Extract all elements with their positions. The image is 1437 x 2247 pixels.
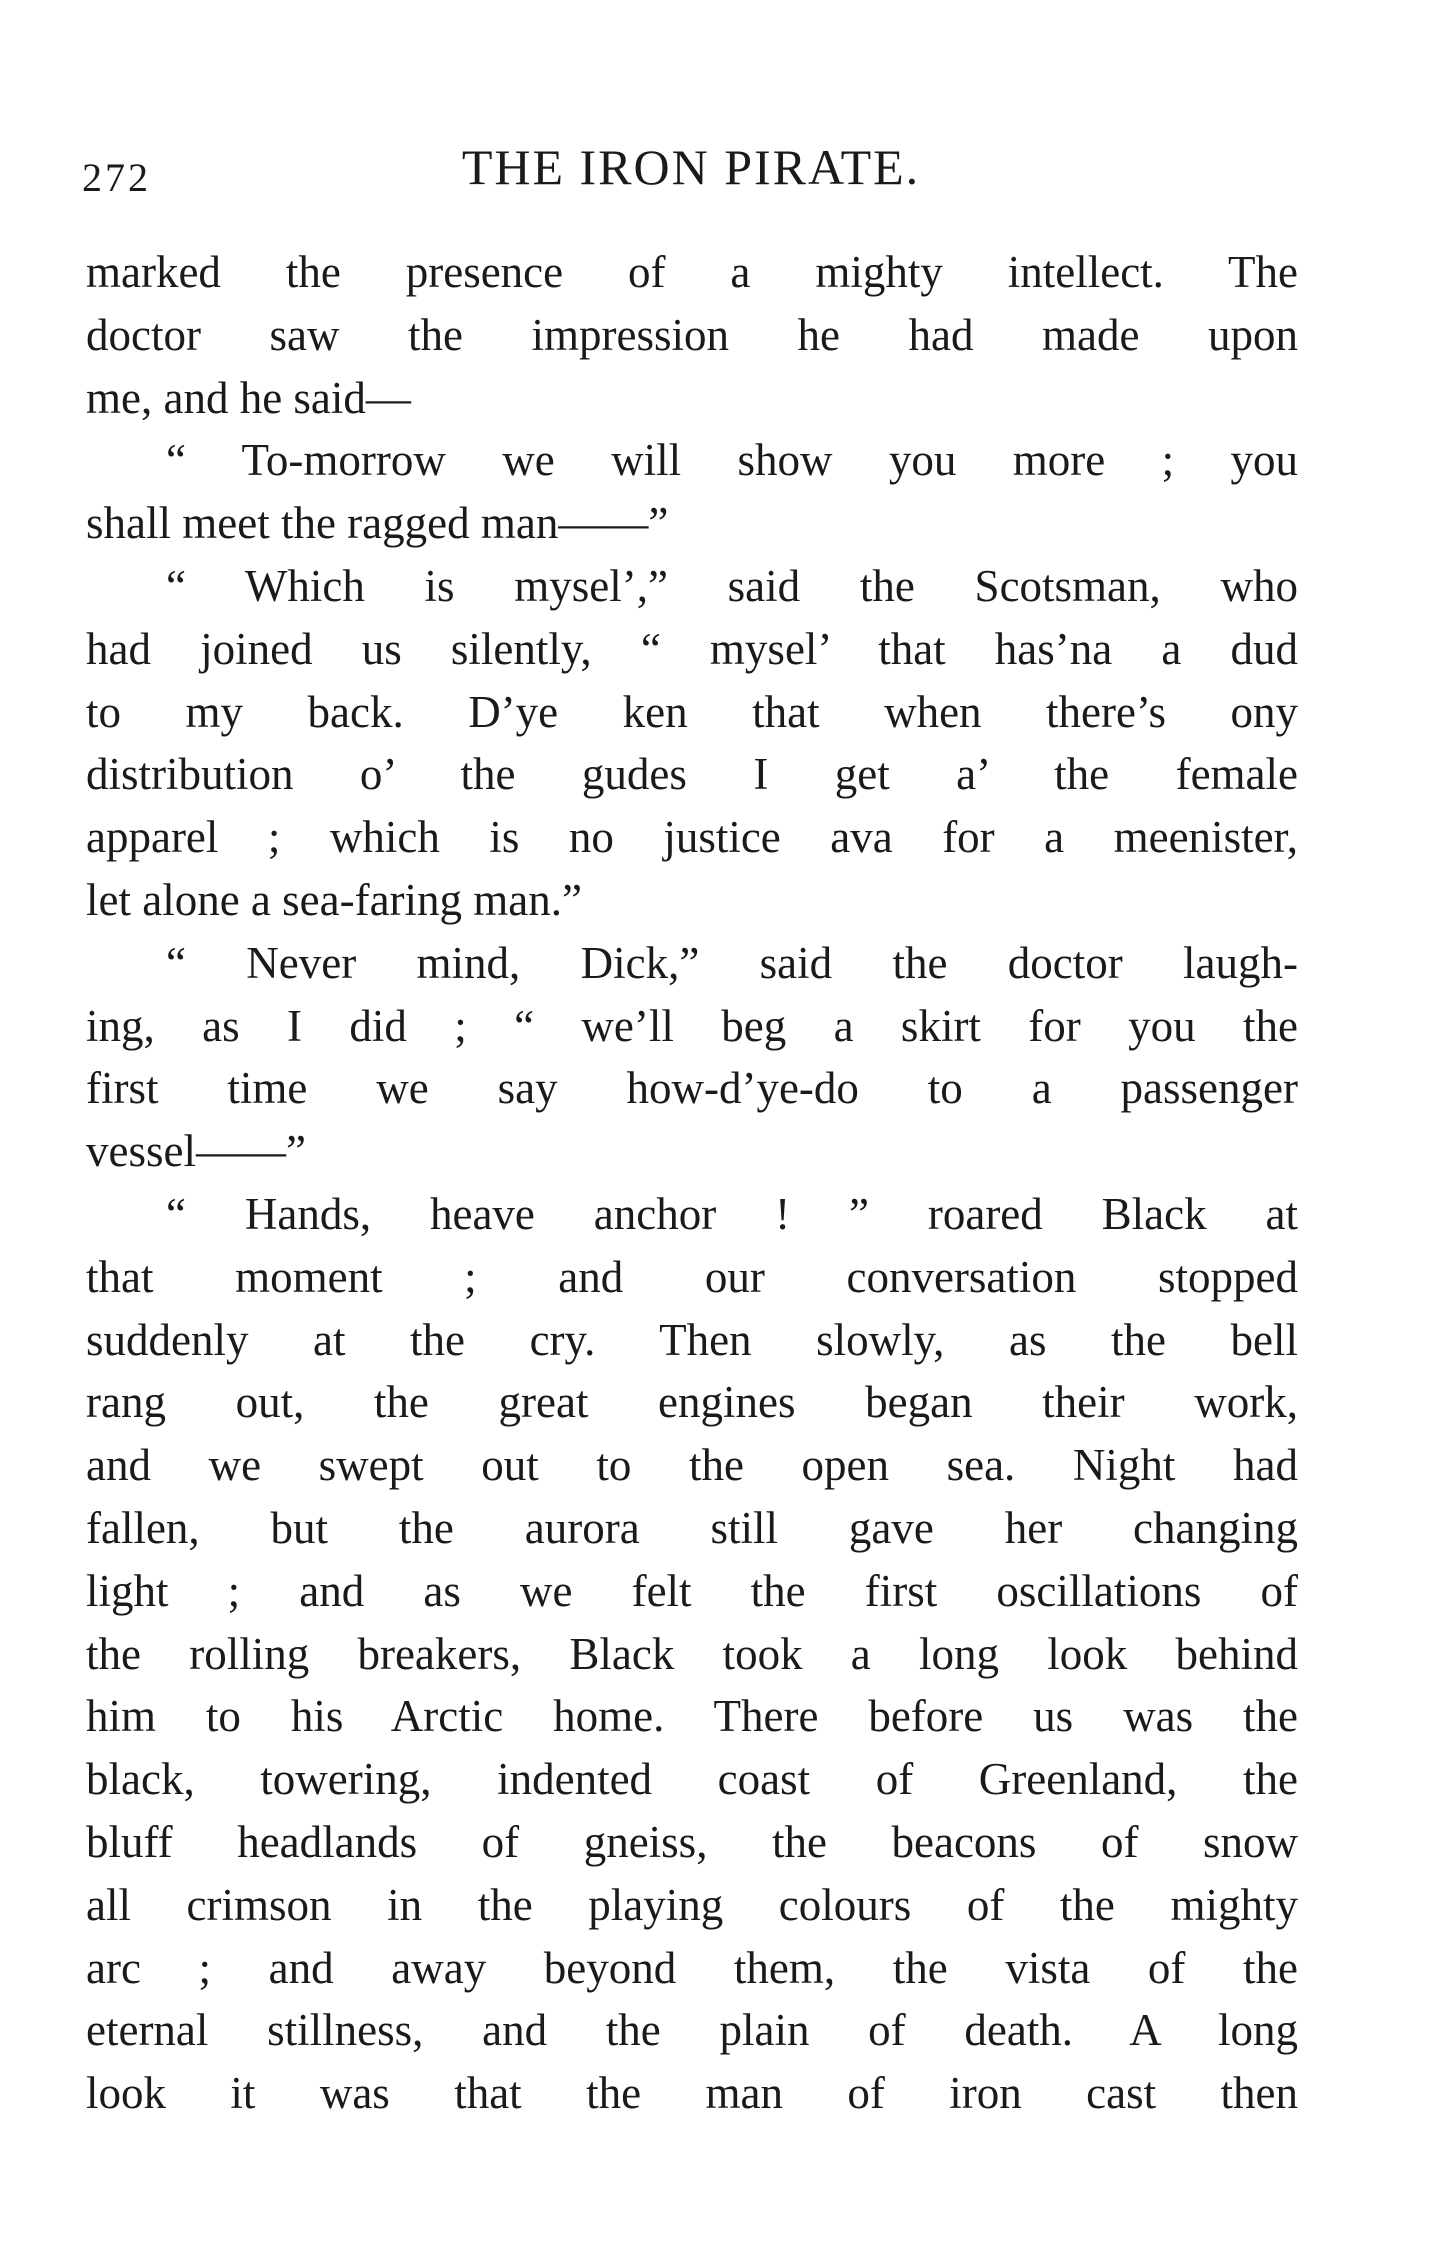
text-line: him to his Arctic home. There before us was the (86, 1691, 1298, 1742)
page-header (82, 138, 1300, 208)
text-line: arc ; and away beyond them, the vista of the (86, 1942, 1298, 1993)
text-line: “ Hands, heave anchor ! ” roared Black at (166, 1188, 1298, 1239)
text-line: ing, as I did ; “ we’ll beg a skirt for you the (86, 1000, 1298, 1051)
text-line: apparel ; which is no justice ava for a meenister, (86, 812, 1298, 863)
text-line: had joined us silently, “ mysel’ that has’na a dud (86, 623, 1298, 674)
text-line: let alone a sea-faring man.” (86, 874, 582, 925)
text-line: first time we say how-d’ye-do to a passenger (86, 1063, 1298, 1114)
text-line: suddenly at the cry. Then slowly, as the bell (86, 1314, 1298, 1365)
page-number: 272 (82, 155, 151, 200)
text-line: and we swept out to the open sea. Night had (86, 1440, 1298, 1491)
text-line: black, towering, indented coast of Greenland, the (86, 1754, 1298, 1805)
text-line: that moment ; and our conversation stopped (86, 1251, 1298, 1302)
text-line: “ Which is mysel’,” said the Scotsman, who (166, 560, 1298, 611)
text-line: all crimson in the playing colours of the mighty (86, 1879, 1298, 1930)
text-line: me, and he said— (86, 372, 411, 423)
text-line: distribution o’ the gudes I get a’ the female (86, 749, 1298, 800)
text-line: the rolling breakers, Black took a long look behind (86, 1628, 1298, 1679)
text-line: look it was that the man of iron cast then (86, 2068, 1298, 2119)
text-line: fallen, but the aurora still gave her changing (86, 1502, 1298, 1553)
text-line: rang out, the great engines began their work, (86, 1377, 1298, 1428)
text-line: vessel——” (86, 1126, 306, 1177)
text-line: “ Never mind, Dick,” said the doctor laugh- (166, 937, 1298, 988)
text-line: “ To-morrow we will show you more ; you (166, 435, 1298, 486)
text-line: to my back. D’ye ken that when there’s ony (86, 686, 1298, 737)
text-line: doctor saw the impression he had made upon (86, 309, 1298, 360)
text-line: shall meet the ragged man——” (86, 498, 669, 549)
text-line: eternal stillness, and the plain of death. A long (86, 2005, 1298, 2056)
running-title: THE IRON PIRATE. (461, 139, 921, 195)
text-line: marked the presence of a mighty intellect. The (86, 247, 1298, 297)
text-line: bluff headlands of gneiss, the beacons of snow (86, 1816, 1298, 1867)
text-line: light ; and as we felt the first oscillations of (86, 1565, 1298, 1616)
body-text (86, 241, 1298, 2125)
